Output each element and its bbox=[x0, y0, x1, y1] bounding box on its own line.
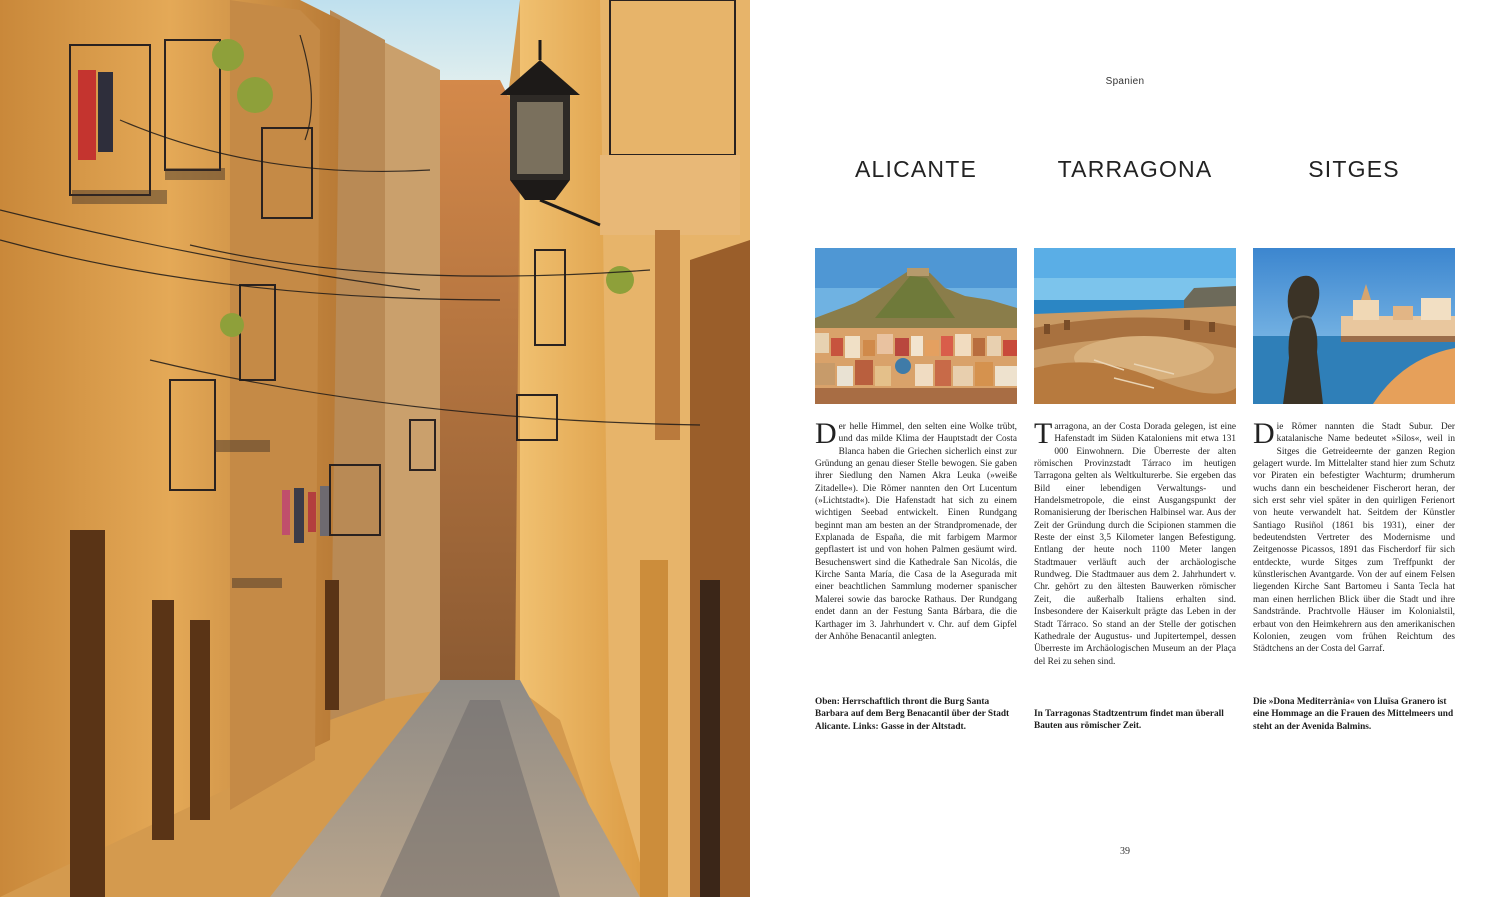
sitges-photo bbox=[1253, 248, 1455, 404]
page-number: 39 bbox=[1120, 846, 1130, 857]
text-sitges-body: ie Römer nannten die Stadt Subur. Der katalanische Name bedeutet »Silos«, weil in Sitges die Getreideernte der ganzen Region gelagert wurde. Im Mittelalter stand hier zum Schutz vor Piraten ein befestigter Wachturm; drumherum wuchs dann ein bescheidener Fischerort heran, der sich erst sehr viel später in den quirligen Ferienort von heute verwandelt hat. Seitdem der Künstler Santiago Rusiñol (1861 bis 1931), einer der bedeutendsten Vertreter des Modernisme und Zeitgenosse Picassos, 1891 das Fischerdorf für sich entdeckte, wurde Sitges zum Treffpunkt der künstlerischen Avantgarde. Von der auf einem Felsen liegenden Kirche Sant Bartomeu i Santa Tecla hat man einen herrlichen Blick über die Stadt und ihre Sandstrände. Prachtvolle Häuser im Kolonialstil, erbaut von den Heimkehrern aus den amerikanischen Kolonien, zeugen vom frühen Reichtum des Städtchens an der Costa del Garraf. bbox=[1253, 422, 1455, 655]
text-tarragona-body: arragona, an der Costa Dorada gelegen, ist eine Hafenstadt im Süden Kataloniens mit etwa 131 000 Einwohnern. Die Überreste der alten römischen Provinzstadt Tárraco im heutigen Tarragona gelten als Weltkulturerbe. Sie ergeben das Bild einer lebendigen Verwaltungs- und Handelsmetropole, die einst Ausgangspunkt der Romanisierung der Iberischen Halbinsel war. Aus der Zeit der Gründung durch die Scipionen stammen die Reste der einst 3,5 Kilometer langen Befestigung. Entlang der heute noch 1100 Meter langen Stadtmauer verläuft auch der archäologische Rundweg. Die Stadtmauer aus dem 2. Jahrhundert v. Chr. gehört zu den ältesten Bauwerken römischer Zeit, die außerhalb Italiens erhalten sind. Insbesondere der Kaiserkult prägte das Leben in der Stadt Tárraco. So stand an der Stelle der gotischen Kathedrale der Augustus- und Jupitertempel, dessen Überreste im Archäologischen Museum an der Plaça del Rei zu sehen sind. bbox=[1034, 422, 1236, 667]
alicante-photo bbox=[815, 248, 1017, 404]
dropcap-alicante: D bbox=[815, 417, 837, 450]
caption-alicante: Oben: Herrschaftlich thront die Burg Santa Barbara auf dem Berg Benacantil über der Stadt Alicante. Links: Gasse in der Altstadt. bbox=[815, 697, 1010, 732]
tarragona-photo bbox=[1034, 248, 1236, 404]
text-tarragona bbox=[1034, 417, 1236, 668]
caption-tarragona: In Tarragonas Stadtzentrum findet man überall Bauten aus römischer Zeit. bbox=[1034, 709, 1224, 732]
dropcap-sitges: D bbox=[1253, 417, 1275, 450]
title-alicante: ALICANTE bbox=[854, 156, 978, 182]
title-sitges: SITGES bbox=[1308, 156, 1400, 182]
text-alicante-body: er helle Himmel, den selten eine Wolke trübt, und das milde Klima der Hauptstadt der Costa Blanca haben die Griechen sicherlich einst zur Gründung an genau dieser Stelle bewogen. Sie gaben ihrer Siedlung den Namen Akra Leuka (»weiße Zitadelle«). Die Römer nannten den Ort Lucentum (»Lichtstadt«). Die Hafenstadt hat sich zu einem wichtigen Seebad entwickelt. Einen Rundgang beginnt man am besten an der Strandpromenade, der Explanada de España, die mit farbigem Marmor gepflastert ist und von hohen Palmen gesäumt wird. Besuchenswert sind die Kathedrale San Nicolás, die Kirche Santa María, die Casa de la Asegurada mit einer beachtlichen Sammlung moderner spanischer Malerei sowie das barocke Rathaus. Der Rundgang endet dann an der Festung Santa Bárbara, die die Karthager im 3. Jahrhundert v. Chr. auf dem Gipfel der Anhöhe Benacantil anlegten. bbox=[815, 422, 1017, 642]
alicante-illustration bbox=[815, 248, 1017, 404]
text-sitges bbox=[1253, 417, 1455, 656]
sitges-illustration bbox=[1253, 248, 1455, 404]
dropcap-tarragona: T bbox=[1034, 417, 1053, 450]
caption-sitges: Die »Dona Mediterrània« von Lluïsa Granero ist eine Hommage an die Frauen des Mittelmeers und steht an der Avenida Balmins. bbox=[1253, 697, 1454, 732]
text-alicante bbox=[815, 417, 1017, 643]
running-head: Spanien bbox=[1105, 76, 1145, 87]
tarragona-illustration bbox=[1034, 248, 1236, 404]
text-page bbox=[750, 0, 1500, 897]
title-tarragona: TARRAGONA bbox=[1057, 156, 1213, 182]
